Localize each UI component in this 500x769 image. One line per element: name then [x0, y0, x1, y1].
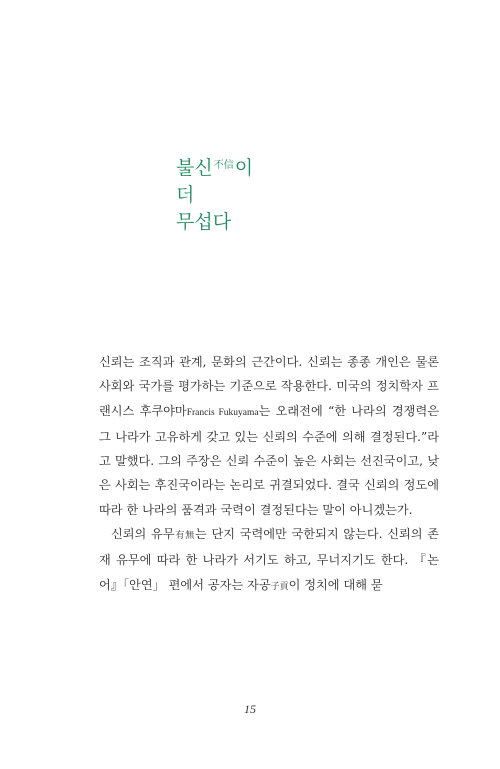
body-text: [99, 350, 439, 599]
paragraph-1: [99, 350, 439, 522]
paragraph-1-part-b: 는 오래전에 “한 나라의 경쟁력은 그 나라가 고유하게 갖고 있는 신뢰의 수준에 의해 결정된다.”라고 말했다. 그의 주장은 신뢰 수준이 높은 사회는 선진국이고, 낮은 사회는 후진국이라는 논리로 귀결되었다. 결국 신뢰의 정도에 따라 한 나라의 품격과 국력이 결정된다는 말이 아니겠는가.: [99, 403, 439, 517]
paragraph-2: [99, 522, 439, 599]
paragraph-2-part-a: 신뢰의 유무: [111, 527, 175, 542]
title-hanja: 不信: [213, 160, 234, 171]
paragraph-2-part-c: 이 정치에 대해 묻: [288, 577, 383, 592]
paragraph-1-part-a: 신뢰는 조직과 관계, 문화의 근간이다. 신뢰는 종종 개인은 물론 사회와 국가를 평가하는 기준으로 작용한다. 미국의 정치학자 프랜시스 후쿠야마: [99, 355, 439, 418]
page-number: 15: [244, 702, 256, 716]
title-word-distrust: 불신: [176, 157, 213, 179]
title-line-1: [176, 152, 253, 182]
chapter-title: [176, 152, 253, 236]
paragraph-2-part-b: 는 단지 국력에만 국한되지 않는다. 신뢰의 존재 유무에 따라 한 나라가 서기도 하고, 무너지기도 한다. 『논어』「안연」 편에서 공자는 자공: [99, 527, 439, 592]
hanja-annotation: 有無: [174, 531, 196, 542]
title-line-3: 무섭다: [176, 211, 232, 233]
title-particle: 이: [234, 157, 254, 179]
name-latin: Francis Fukuyama: [186, 407, 259, 418]
hanja-annotation: 子貢: [270, 581, 289, 592]
title-line-2: 더: [176, 184, 195, 206]
